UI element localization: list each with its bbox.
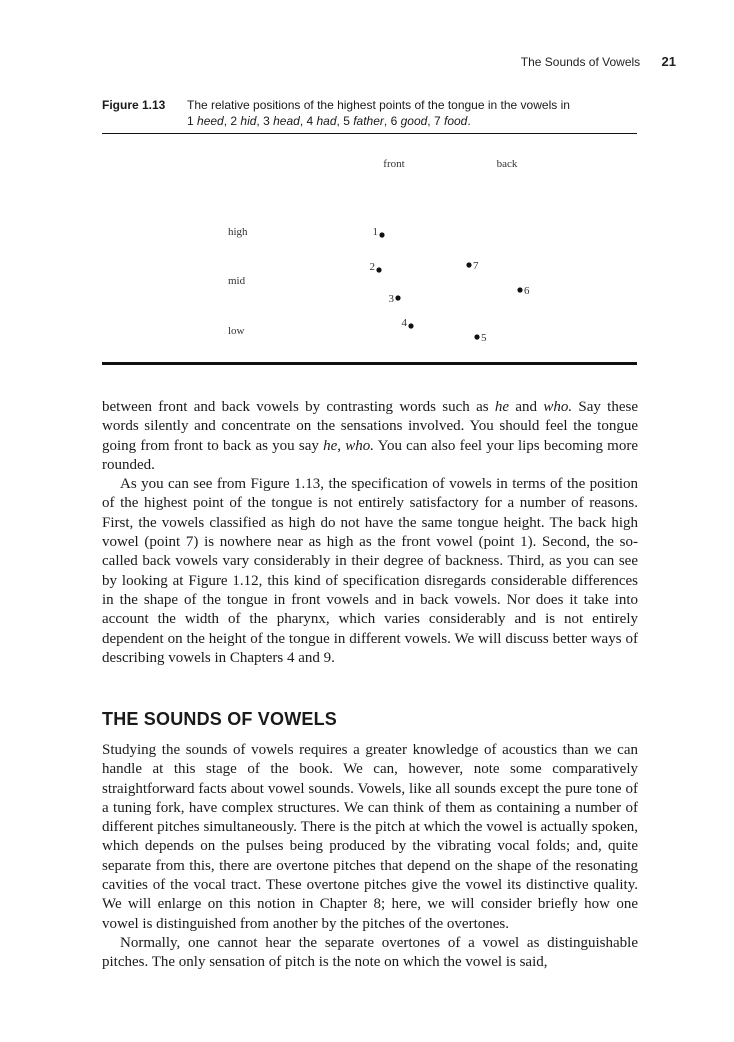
body-text-top bbox=[102, 398, 638, 668]
paragraph bbox=[102, 741, 638, 934]
figure-caption bbox=[102, 97, 637, 134]
caption-run: food bbox=[443, 114, 468, 128]
text-run: between front and back vowels by contrasting words such as bbox=[102, 399, 495, 415]
caption-run: had bbox=[316, 114, 337, 128]
vowel-point-label-5: 5 bbox=[481, 332, 487, 344]
page-number: 21 bbox=[661, 54, 676, 69]
text-run: You can also feel your lips becoming more rounded. bbox=[102, 437, 639, 473]
vowel-point-label-4: 4 bbox=[401, 317, 407, 329]
caption-run: . bbox=[467, 114, 471, 128]
paragraph bbox=[102, 398, 638, 475]
caption-run: , 5 bbox=[336, 114, 354, 128]
vowel-point-label-3: 3 bbox=[388, 293, 394, 305]
caption-line-2 bbox=[187, 113, 627, 129]
column-label-front: front bbox=[383, 158, 405, 170]
row-label-low: low bbox=[228, 325, 245, 337]
vowel-point-1 bbox=[379, 232, 384, 237]
text-run: As you can see from Figure 1.13, the specification of vowels in terms of the position of the highest point of the tongue is not entirely satisfactory for a number of reasons. First, the vowels classified as high do not have the same tongue height. The back high vowel (point 7) is nowhere near as high as the front vowel (point 1). Second, the so-called back vowels vary considerably in their degree of backness. Third, as you can see by looking at Figure 1.12, this kind of specification disregards considerable differences in the shape of the tongue in front vowels and in back vowels. Nor does it take into account the width of the pharynx, which varies considerably and is not entirely dependent on the height of the tongue in different vowels. We will discuss better ways of describing vowels in Chapters 4 and 9. bbox=[102, 476, 638, 666]
running-head-title: The Sounds of Vowels bbox=[520, 55, 641, 69]
vowel-point-7 bbox=[466, 262, 471, 267]
caption-run: , 3 bbox=[256, 114, 274, 128]
italic-word: who. bbox=[345, 437, 374, 454]
caption-run: , 2 bbox=[223, 114, 241, 128]
caption-run: , 4 bbox=[299, 114, 317, 128]
text-run: Normally, one cannot hear the separate overtones of a vowel as distinguishable pitches. The only sensation of pitch is the note on which the vowel is said, bbox=[102, 934, 638, 971]
text-run: Say these words silently and concentrate on the sensations involved. You should feel the tongue going from front to back as you say bbox=[102, 399, 638, 454]
column-label-back: back bbox=[496, 158, 518, 170]
tongue-position-svg bbox=[102, 134, 637, 362]
vowel-point-label-7: 7 bbox=[473, 260, 479, 272]
text-run: Studying the sounds of vowels requires a greater knowledge of acoustics than we can handle at this stage of the book. We can, however, note some comparatively straightforward facts about vowel sounds. Vowels, like all sounds except the pure tone of a tuning fork, have complex structures. We can think of them as containing a number of different pitches simultaneously. There is the pitch at which the vowel is actually spoken, which depends on the pulses being produced by the vibrating vocal folds; and, quite separate from this, there are overtone pitches that depend on the shape of the resonating cavities of the vocal tract. These overtone pitches give the vowel its distinctive quality. We will enlarge on this notion in Chapter 8; here, we will consider briefly how one vowel is distinguished from another by the pitches of the overtones. bbox=[102, 742, 638, 932]
vowel-point-label-2: 2 bbox=[369, 261, 375, 273]
row-label-mid: mid bbox=[228, 275, 246, 287]
vowel-point-label-1: 1 bbox=[372, 226, 378, 238]
italic-word: he bbox=[494, 399, 510, 415]
vowel-point-4 bbox=[408, 323, 413, 328]
paragraph bbox=[102, 934, 638, 973]
running-head bbox=[521, 54, 676, 69]
caption-run: hid bbox=[240, 114, 257, 128]
caption-run: heed bbox=[197, 114, 224, 128]
text-run: , bbox=[337, 437, 346, 454]
caption-run: good bbox=[400, 114, 428, 128]
section-heading: THE SOUNDS OF VOWELS bbox=[102, 709, 338, 729]
caption-run: , 7 bbox=[427, 114, 444, 128]
italic-word: he bbox=[323, 437, 338, 454]
caption-run: , 6 bbox=[383, 114, 401, 128]
text-run: and bbox=[509, 399, 544, 415]
tongue-position-plot bbox=[102, 134, 637, 365]
caption-line-1: The relative positions of the highest points of the tongue in the vowels in bbox=[187, 98, 570, 112]
caption-run: 1 bbox=[187, 114, 198, 128]
figure-1-13 bbox=[102, 97, 637, 365]
vowel-point-label-6: 6 bbox=[524, 285, 530, 297]
vowel-point-3 bbox=[395, 295, 400, 300]
figure-label: Figure 1.13 bbox=[102, 98, 166, 112]
vowel-point-5 bbox=[474, 334, 479, 339]
body-text-bottom bbox=[102, 741, 638, 973]
italic-word: who. bbox=[543, 399, 573, 415]
caption-run: father bbox=[353, 114, 384, 128]
vowel-point-2 bbox=[376, 267, 381, 272]
caption-run: head bbox=[273, 114, 300, 128]
paragraph bbox=[102, 475, 638, 668]
vowel-point-6 bbox=[517, 287, 522, 292]
row-label-high: high bbox=[228, 226, 248, 238]
